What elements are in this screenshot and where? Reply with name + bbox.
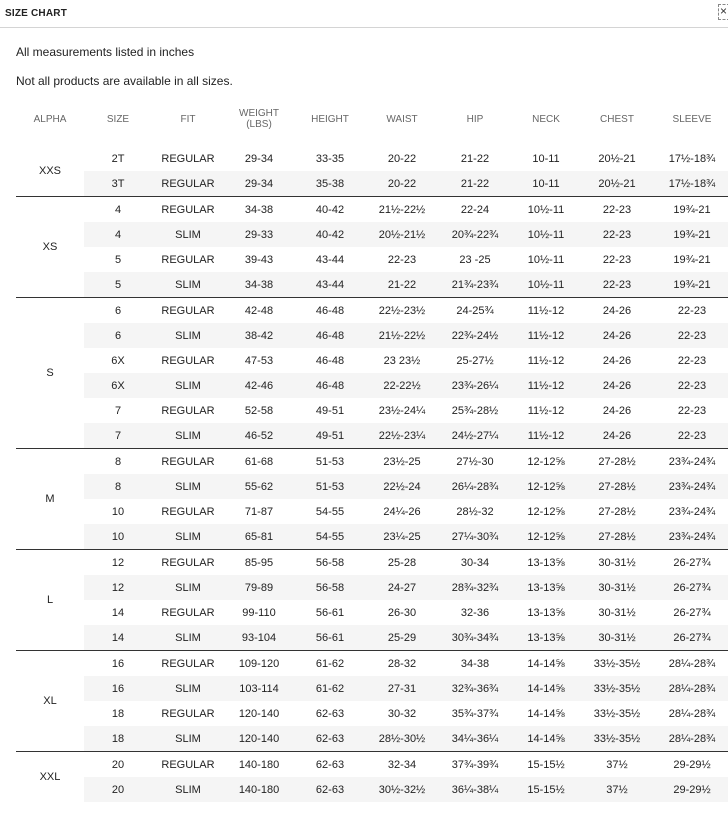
cell-height: 56-61 — [294, 625, 366, 651]
cell-hip: 21¾-23¾ — [438, 272, 512, 298]
cell-sleeve: 28¼-28¾ — [654, 651, 728, 677]
cell-waist: 24¼-26 — [383, 505, 421, 518]
cell-weight: 39-43 — [244, 253, 274, 266]
cell-hip: 36¼-38¼ — [438, 777, 512, 802]
cell-height: 49-51 — [315, 404, 345, 417]
cell-hip: 22¾-24½ — [438, 323, 512, 348]
cell-weight: 29-34 — [244, 152, 274, 165]
cell-height: 62-63 — [315, 707, 345, 720]
cell-sleeve: 22-23 — [654, 323, 728, 348]
cell-chest: 24-26 — [580, 423, 654, 449]
table-row — [16, 726, 728, 752]
table-row — [16, 449, 728, 475]
cell-chest: 22-23 — [580, 272, 654, 298]
cell-waist: 30½-32½ — [366, 777, 438, 802]
column-header-chest: CHEST — [600, 113, 634, 125]
cell-fit: REGULAR — [152, 550, 224, 576]
cell-neck: 12-12⅝ — [527, 505, 565, 518]
cell-hip: 35¾-37¾ — [451, 707, 499, 720]
cell-hip: 28¾-32¾ — [438, 575, 512, 600]
cell-hip: 24½-27¼ — [438, 423, 512, 449]
table-row — [16, 524, 728, 550]
cell-weight: 46-52 — [224, 423, 294, 449]
cell-chest: 22-23 — [602, 253, 632, 266]
cell-size: 20 — [84, 777, 152, 802]
cell-fit: REGULAR — [161, 354, 215, 367]
table-row — [16, 348, 728, 373]
cell-weight: 71-87 — [244, 505, 274, 518]
cell-neck: 14-14⅝ — [512, 651, 580, 677]
cell-hip: 20¾-22¾ — [438, 222, 512, 247]
cell-fit: SLIM — [152, 575, 224, 600]
table-row — [16, 550, 728, 576]
cell-fit: REGULAR — [152, 298, 224, 324]
cell-fit: REGULAR — [152, 449, 224, 475]
table-row — [16, 474, 728, 499]
cell-waist: 21-22 — [366, 272, 438, 298]
cell-height: 62-63 — [294, 777, 366, 802]
cell-chest: 33½-35½ — [580, 726, 654, 752]
cell-fit: SLIM — [152, 524, 224, 550]
cell-weight: 34-38 — [224, 272, 294, 298]
cell-neck: 14-14⅝ — [527, 707, 565, 720]
table-row — [16, 651, 728, 677]
cell-sleeve: 19¾-21 — [673, 253, 711, 266]
cell-hip: 32¾-36¾ — [438, 676, 512, 701]
cell-chest: 27-28½ — [580, 449, 654, 475]
cell-sleeve: 19¾-21 — [654, 222, 728, 247]
cell-weight: 99-110 — [242, 606, 276, 619]
cell-height: 56-61 — [315, 606, 345, 619]
cell-size: 14 — [111, 606, 125, 619]
cell-chest: 27-28½ — [580, 474, 654, 499]
cell-waist: 21½-22½ — [366, 323, 438, 348]
cell-size: 12 — [84, 550, 152, 576]
cell-fit: SLIM — [152, 726, 224, 752]
table-row — [16, 575, 728, 600]
cell-neck: 11½-12 — [512, 373, 580, 398]
cell-sleeve: 22-23 — [654, 298, 728, 324]
cell-neck: 10-11 — [532, 152, 560, 165]
cell-fit: REGULAR — [161, 606, 215, 619]
cell-fit: REGULAR — [161, 707, 215, 720]
close-button[interactable]: × — [718, 4, 728, 20]
cell-fit: REGULAR — [161, 404, 215, 417]
cell-chest: 27-28½ — [598, 505, 636, 518]
cell-weight: 109-120 — [224, 651, 294, 677]
cell-fit: REGULAR — [161, 505, 215, 518]
alpha-size-label: XXS — [16, 146, 84, 197]
cell-height: 35-38 — [294, 171, 366, 197]
alpha-size-label: S — [16, 298, 84, 449]
cell-sleeve: 29-29½ — [654, 752, 728, 778]
cell-hip: 21-22 — [460, 152, 490, 165]
cell-neck: 14-14⅝ — [512, 726, 580, 752]
measurement-note: All measurements listed in inches — [16, 45, 195, 59]
header-spacer — [16, 134, 728, 146]
cell-neck: 12-12⅝ — [512, 524, 580, 550]
table-row — [16, 171, 728, 197]
cell-weight: 42-48 — [224, 298, 294, 324]
cell-sleeve: 23¾-24¾ — [668, 505, 716, 518]
cell-height: 40-42 — [294, 197, 366, 223]
cell-waist: 22-22½ — [366, 373, 438, 398]
table-row — [16, 373, 728, 398]
cell-waist: 32-34 — [366, 752, 438, 778]
cell-height: 61-62 — [294, 651, 366, 677]
cell-height: 46-48 — [294, 373, 366, 398]
cell-waist: 24-27 — [366, 575, 438, 600]
cell-sleeve: 22-23 — [677, 354, 707, 367]
cell-height: 51-53 — [294, 449, 366, 475]
column-header-sleeve: SLEEVE — [672, 113, 712, 125]
cell-neck: 11½-12 — [512, 298, 580, 324]
cell-neck: 10½-11 — [527, 253, 565, 266]
cell-height: 46-48 — [294, 323, 366, 348]
cell-sleeve: 26-27¾ — [654, 550, 728, 576]
cell-chest: 20½-21 — [580, 171, 654, 197]
cell-size: 7 — [84, 423, 152, 449]
column-header-height: HEIGHT — [311, 113, 349, 125]
table-row — [16, 625, 728, 651]
table-row — [16, 701, 728, 726]
cell-chest: 24-26 — [602, 404, 632, 417]
cell-hip: 25¾-28½ — [451, 404, 499, 417]
cell-hip: 30¾-34¾ — [438, 625, 512, 651]
table-row — [16, 423, 728, 449]
cell-waist: 22½-23¼ — [366, 423, 438, 449]
cell-height: 54-55 — [294, 524, 366, 550]
cell-size: 14 — [84, 625, 152, 651]
cell-weight: 55-62 — [224, 474, 294, 499]
cell-hip: 25-27½ — [456, 354, 494, 367]
cell-chest: 37½ — [580, 752, 654, 778]
cell-sleeve: 26-27¾ — [654, 575, 728, 600]
cell-sleeve: 29-29½ — [654, 777, 728, 802]
cell-chest: 22-23 — [580, 197, 654, 223]
cell-fit: REGULAR — [152, 752, 224, 778]
cell-chest: 27-28½ — [580, 524, 654, 550]
cell-size: 18 — [111, 707, 125, 720]
cell-weight: 47-53 — [244, 354, 274, 367]
cell-waist: 23½-24¼ — [378, 404, 426, 417]
cell-fit: SLIM — [152, 423, 224, 449]
column-header-size: SIZE — [106, 113, 130, 125]
cell-waist: 27-31 — [366, 676, 438, 701]
cell-size: 10 — [111, 505, 125, 518]
cell-hip: 21-22 — [438, 171, 512, 197]
cell-size: 2T — [111, 152, 125, 165]
cell-size: 5 — [84, 272, 152, 298]
cell-neck: 10½-11 — [512, 222, 580, 247]
cell-sleeve: 28¼-28¾ — [654, 676, 728, 701]
cell-weight: 103-114 — [224, 676, 294, 701]
alpha-size-label: XS — [16, 197, 84, 298]
cell-waist: 26-30 — [387, 606, 417, 619]
cell-weight: 85-95 — [224, 550, 294, 576]
cell-hip: 30-34 — [438, 550, 512, 576]
cell-sleeve: 22-23 — [654, 423, 728, 449]
cell-chest: 30-31½ — [598, 606, 636, 619]
cell-neck: 11½-12 — [512, 323, 580, 348]
cell-weight: 140-180 — [224, 777, 294, 802]
cell-size: 6 — [84, 323, 152, 348]
table-row — [16, 146, 728, 171]
cell-sleeve: 17½-18¾ — [654, 171, 728, 197]
cell-size: 8 — [84, 449, 152, 475]
cell-neck: 11½-12 — [512, 423, 580, 449]
table-row — [16, 398, 728, 423]
cell-hip: 28½-32 — [456, 505, 494, 518]
table-row — [16, 298, 728, 324]
cell-size: 6 — [84, 298, 152, 324]
cell-fit: REGULAR — [161, 253, 215, 266]
cell-sleeve: 23¾-24¾ — [654, 474, 728, 499]
cell-waist: 22½-24 — [366, 474, 438, 499]
cell-size: 3T — [84, 171, 152, 197]
cell-hip: 34-38 — [438, 651, 512, 677]
cell-weight: 140-180 — [224, 752, 294, 778]
cell-chest: 22-23 — [580, 222, 654, 247]
cell-chest: 37½ — [580, 777, 654, 802]
cell-waist: 22½-23½ — [366, 298, 438, 324]
modal-header — [0, 0, 728, 28]
cell-sleeve: 19¾-21 — [654, 272, 728, 298]
modal-title: SIZE CHART — [5, 8, 67, 19]
cell-sleeve: 19¾-21 — [654, 197, 728, 223]
alpha-size-label: M — [16, 449, 84, 550]
cell-neck: 12-12⅝ — [512, 449, 580, 475]
cell-size: 16 — [84, 676, 152, 701]
cell-waist: 28-32 — [366, 651, 438, 677]
table-row — [16, 323, 728, 348]
cell-weight: 120-140 — [224, 726, 294, 752]
table-row — [16, 676, 728, 701]
cell-waist: 20-22 — [387, 152, 417, 165]
cell-hip: 23¾-26¼ — [438, 373, 512, 398]
cell-fit: SLIM — [152, 625, 224, 651]
cell-sleeve: 22-23 — [677, 404, 707, 417]
cell-sleeve: 28¼-28¾ — [668, 707, 716, 720]
cell-fit: REGULAR — [152, 197, 224, 223]
cell-waist: 23 23½ — [383, 354, 421, 367]
cell-hip: 27½-30 — [438, 449, 512, 475]
cell-chest: 33½-35½ — [593, 707, 641, 720]
cell-fit: SLIM — [152, 272, 224, 298]
cell-chest: 30-31½ — [580, 550, 654, 576]
cell-waist: 30-32 — [387, 707, 417, 720]
cell-chest: 33½-35½ — [580, 676, 654, 701]
cell-height: 56-58 — [294, 550, 366, 576]
cell-neck: 10½-11 — [512, 272, 580, 298]
cell-size: 8 — [84, 474, 152, 499]
cell-waist: 20-22 — [366, 171, 438, 197]
cell-fit: SLIM — [152, 323, 224, 348]
cell-weight: 120-140 — [238, 707, 280, 720]
column-header-neck: NECK — [532, 113, 560, 125]
cell-weight: 93-104 — [224, 625, 294, 651]
cell-chest: 20½-21 — [598, 152, 636, 165]
cell-hip: 37¾-39¾ — [438, 752, 512, 778]
cell-hip: 32-36 — [460, 606, 490, 619]
cell-height: 62-63 — [294, 726, 366, 752]
cell-neck: 13-13⅝ — [512, 575, 580, 600]
cell-size: 4 — [84, 222, 152, 247]
cell-weight: 29-34 — [224, 171, 294, 197]
cell-weight: 61-68 — [224, 449, 294, 475]
table-row — [16, 499, 728, 524]
column-header-waist: WAIST — [386, 113, 418, 125]
table-row — [16, 752, 728, 778]
availability-note: Not all products are available in all sizes. — [16, 74, 233, 88]
cell-neck: 13-13⅝ — [527, 606, 565, 619]
cell-height: 46-48 — [294, 298, 366, 324]
cell-fit: SLIM — [152, 474, 224, 499]
cell-height: 43-44 — [315, 253, 345, 266]
table-row — [16, 197, 728, 223]
cell-height: 33-35 — [315, 152, 345, 165]
cell-hip: 22-24 — [438, 197, 512, 223]
cell-size: 16 — [84, 651, 152, 677]
column-header-weight: WEIGHT (LBS) — [239, 108, 279, 130]
cell-waist: 21½-22½ — [366, 197, 438, 223]
cell-chest: 24-26 — [580, 298, 654, 324]
cell-sleeve: 26-27¾ — [654, 625, 728, 651]
cell-waist: 25-29 — [366, 625, 438, 651]
size-chart-table — [16, 104, 728, 802]
cell-size: 5 — [114, 253, 122, 266]
table-row — [16, 272, 728, 298]
cell-neck: 15-15½ — [512, 752, 580, 778]
cell-waist: 23¼-25 — [366, 524, 438, 550]
cell-chest: 30-31½ — [580, 625, 654, 651]
cell-sleeve: 23¾-24¾ — [654, 524, 728, 550]
cell-fit: SLIM — [152, 222, 224, 247]
cell-fit: REGULAR — [152, 651, 224, 677]
cell-neck: 14-14⅝ — [512, 676, 580, 701]
column-header-fit: FIT — [180, 113, 196, 125]
table-row — [16, 777, 728, 802]
cell-height: 51-53 — [294, 474, 366, 499]
cell-chest: 33½-35½ — [580, 651, 654, 677]
cell-weight: 79-89 — [224, 575, 294, 600]
cell-size: 12 — [84, 575, 152, 600]
cell-sleeve: 23¾-24¾ — [654, 449, 728, 475]
cell-fit: REGULAR — [152, 171, 224, 197]
cell-neck: 10½-11 — [512, 197, 580, 223]
cell-size: 18 — [84, 726, 152, 752]
cell-hip: 26¼-28¾ — [438, 474, 512, 499]
cell-fit: SLIM — [152, 777, 224, 802]
cell-chest: 24-26 — [602, 354, 632, 367]
cell-hip: 27¼-30¾ — [438, 524, 512, 550]
cell-fit: SLIM — [152, 373, 224, 398]
cell-fit: SLIM — [152, 676, 224, 701]
cell-sleeve: 22-23 — [654, 373, 728, 398]
cell-fit: REGULAR — [161, 152, 215, 165]
cell-height: 49-51 — [294, 423, 366, 449]
cell-weight: 29-33 — [224, 222, 294, 247]
column-header-alpha: ALPHA — [33, 113, 67, 125]
cell-weight: 65-81 — [224, 524, 294, 550]
cell-sleeve: 26-27¾ — [673, 606, 711, 619]
table-row — [16, 247, 728, 272]
cell-size: 20 — [84, 752, 152, 778]
cell-waist: 22-23 — [387, 253, 417, 266]
cell-size: 6X — [111, 354, 125, 367]
cell-neck: 11½-12 — [527, 354, 565, 367]
cell-chest: 30-31½ — [580, 575, 654, 600]
cell-neck: 12-12⅝ — [512, 474, 580, 499]
cell-waist: 23½-25 — [366, 449, 438, 475]
cell-chest: 24-26 — [580, 373, 654, 398]
cell-size: 10 — [84, 524, 152, 550]
cell-neck: 11½-12 — [527, 404, 565, 417]
cell-sleeve: 28¼-28¾ — [654, 726, 728, 752]
cell-size: 6X — [84, 373, 152, 398]
cell-hip: 23 -25 — [459, 253, 491, 266]
cell-neck: 15-15½ — [512, 777, 580, 802]
cell-height: 61-62 — [294, 676, 366, 701]
cell-height: 46-48 — [315, 354, 345, 367]
table-row — [16, 222, 728, 247]
cell-neck: 10-11 — [512, 171, 580, 197]
table-header-row — [16, 104, 728, 134]
cell-height: 43-44 — [294, 272, 366, 298]
cell-height: 54-55 — [315, 505, 345, 518]
cell-size: 4 — [84, 197, 152, 223]
cell-chest: 24-26 — [580, 323, 654, 348]
cell-waist: 25-28 — [366, 550, 438, 576]
cell-sleeve: 17½-18¾ — [668, 152, 716, 165]
table-row — [16, 600, 728, 625]
cell-hip: 24-25¾ — [438, 298, 512, 324]
cell-size: 7 — [114, 404, 122, 417]
cell-neck: 13-13⅝ — [512, 625, 580, 651]
alpha-size-label: XL — [16, 651, 84, 752]
column-header-hip: HIP — [466, 113, 484, 125]
alpha-size-label: XXL — [16, 752, 84, 803]
cell-neck: 13-13⅝ — [512, 550, 580, 576]
cell-weight: 38-42 — [224, 323, 294, 348]
cell-weight: 52-58 — [244, 404, 274, 417]
table-body — [16, 134, 728, 802]
alpha-size-label: L — [16, 550, 84, 651]
cell-weight: 42-46 — [224, 373, 294, 398]
cell-waist: 28½-30½ — [366, 726, 438, 752]
cell-height: 40-42 — [294, 222, 366, 247]
cell-hip: 34¼-36¼ — [438, 726, 512, 752]
cell-height: 56-58 — [294, 575, 366, 600]
cell-height: 62-63 — [294, 752, 366, 778]
cell-weight: 34-38 — [224, 197, 294, 223]
cell-waist: 20½-21½ — [366, 222, 438, 247]
